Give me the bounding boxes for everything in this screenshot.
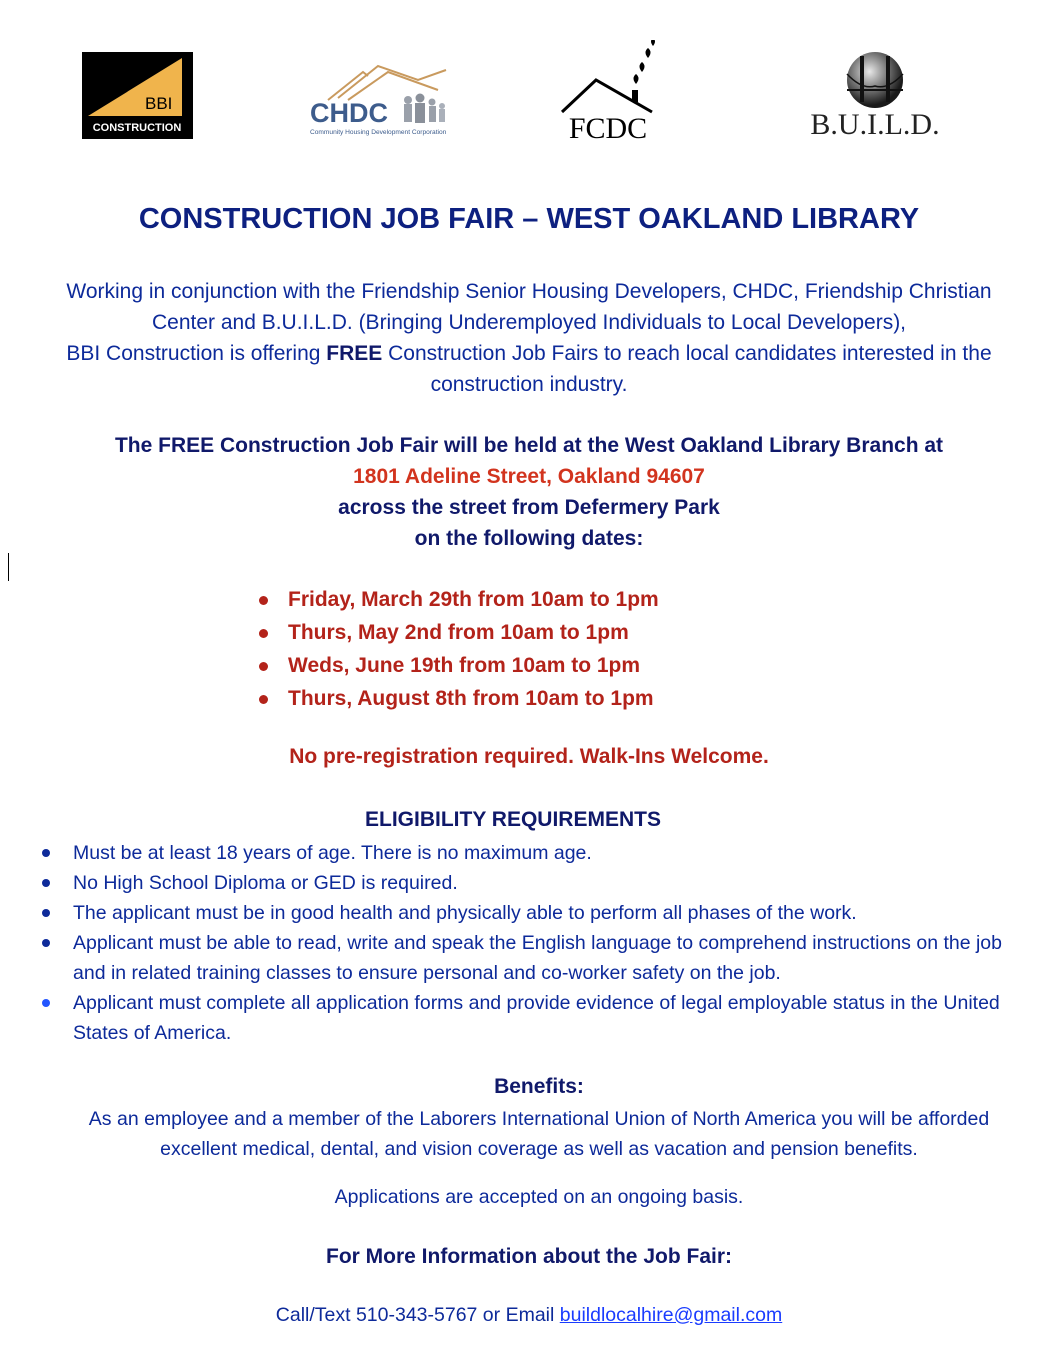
intro-line-1: Working in conjunction with the Friendship Senior Housing Developers, CHDC, Friendship Christian <box>66 280 992 303</box>
eligibility-list <box>40 838 1030 1048</box>
intro-line-3-pre: BBI Construction is offering <box>66 342 327 365</box>
location-line-1: The FREE Construction Job Fair will be held at the West Oakland Library Branch at <box>114 434 944 457</box>
logo-row <box>0 40 1058 150</box>
requirement-item: Applicant must complete all application forms and provide evidence of legal employable status in the United States of America. <box>40 988 1030 1048</box>
intro-line-3-post: Construction Job Fairs to reach local candidates interested in the <box>382 342 992 365</box>
intro-line-4: construction industry. <box>430 373 628 396</box>
contact-line <box>0 1304 1058 1327</box>
bbi-construction-logo <box>82 52 193 139</box>
intro-line-3 <box>10 338 1048 369</box>
page-title: CONSTRUCTION JOB FAIR – WEST OAKLAND LIBRARY <box>138 203 920 235</box>
location-block <box>0 430 1058 554</box>
walkin-notice: No pre-registration required. Walk-Ins Welcome. <box>289 745 769 768</box>
date-item: Thurs, August 8th from 10am to 1pm <box>256 684 659 717</box>
build-logo-text: B.U.I.L.D. <box>810 108 940 140</box>
email-link[interactable]: buildlocalhire@gmail.com <box>559 1304 783 1326</box>
benefits-text <box>20 1104 1058 1164</box>
chdc-logo-text: CHDC <box>310 98 388 128</box>
eligibility-heading: ELIGIBILITY REQUIREMENTS <box>365 808 661 831</box>
applications-note: Applications are accepted on an ongoing basis. <box>334 1186 744 1208</box>
requirement-item: Applicant must be able to read, write and speak the English language to comprehend instructions on the job and in related training classes to ensure personal and co-worker safety on the job. <box>40 928 1030 988</box>
free-emphasis: FREE <box>326 342 383 365</box>
more-info-heading: For More Information about the Job Fair: <box>326 1245 732 1268</box>
location-line-3: across the street from Defermery Park <box>338 496 720 519</box>
date-item: Thurs, May 2nd from 10am to 1pm <box>256 618 659 651</box>
requirement-item: No High School Diploma or GED is required. <box>40 868 1030 898</box>
address: 1801 Adeline Street, Oakland 94607 <box>353 465 705 488</box>
date-item: Weds, June 19th from 10am to 1pm <box>256 651 659 684</box>
benefits-heading: Benefits: <box>494 1075 584 1098</box>
benefits-line-1: As an employee and a member of the Laborers International Union of North America you will be afforded <box>88 1108 990 1130</box>
build-logo <box>800 50 950 140</box>
intro-line-2: Center and B.U.I.L.D. (Bringing Underemployed Individuals to Local Developers), <box>151 311 907 334</box>
contact-phone: Call/Text 510-343-5767 or Email <box>275 1304 560 1326</box>
intro-paragraph <box>10 276 1048 400</box>
bbi-logo-subtext: CONSTRUCTION <box>92 122 182 134</box>
benefits-line-2: excellent medical, dental, and vision coverage as well as vacation and pension benefits. <box>160 1138 918 1160</box>
requirement-item: The applicant must be in good health and physically able to perform all phases of the work. <box>40 898 1030 928</box>
fcdc-logo-text: FCDC <box>568 112 648 145</box>
fcdc-logo <box>556 40 666 145</box>
date-item: Friday, March 29th from 10am to 1pm <box>256 585 659 618</box>
chdc-logo <box>308 58 458 138</box>
requirement-item: Must be at least 18 years of age. There is no maximum age. <box>40 838 1030 868</box>
text-cursor <box>8 553 9 581</box>
chdc-logo-subtext: Community Housing Development Corporation <box>310 129 447 136</box>
location-line-4: on the following dates: <box>414 527 644 550</box>
dates-list <box>256 585 659 717</box>
bbi-logo-text: BBI <box>145 94 173 113</box>
